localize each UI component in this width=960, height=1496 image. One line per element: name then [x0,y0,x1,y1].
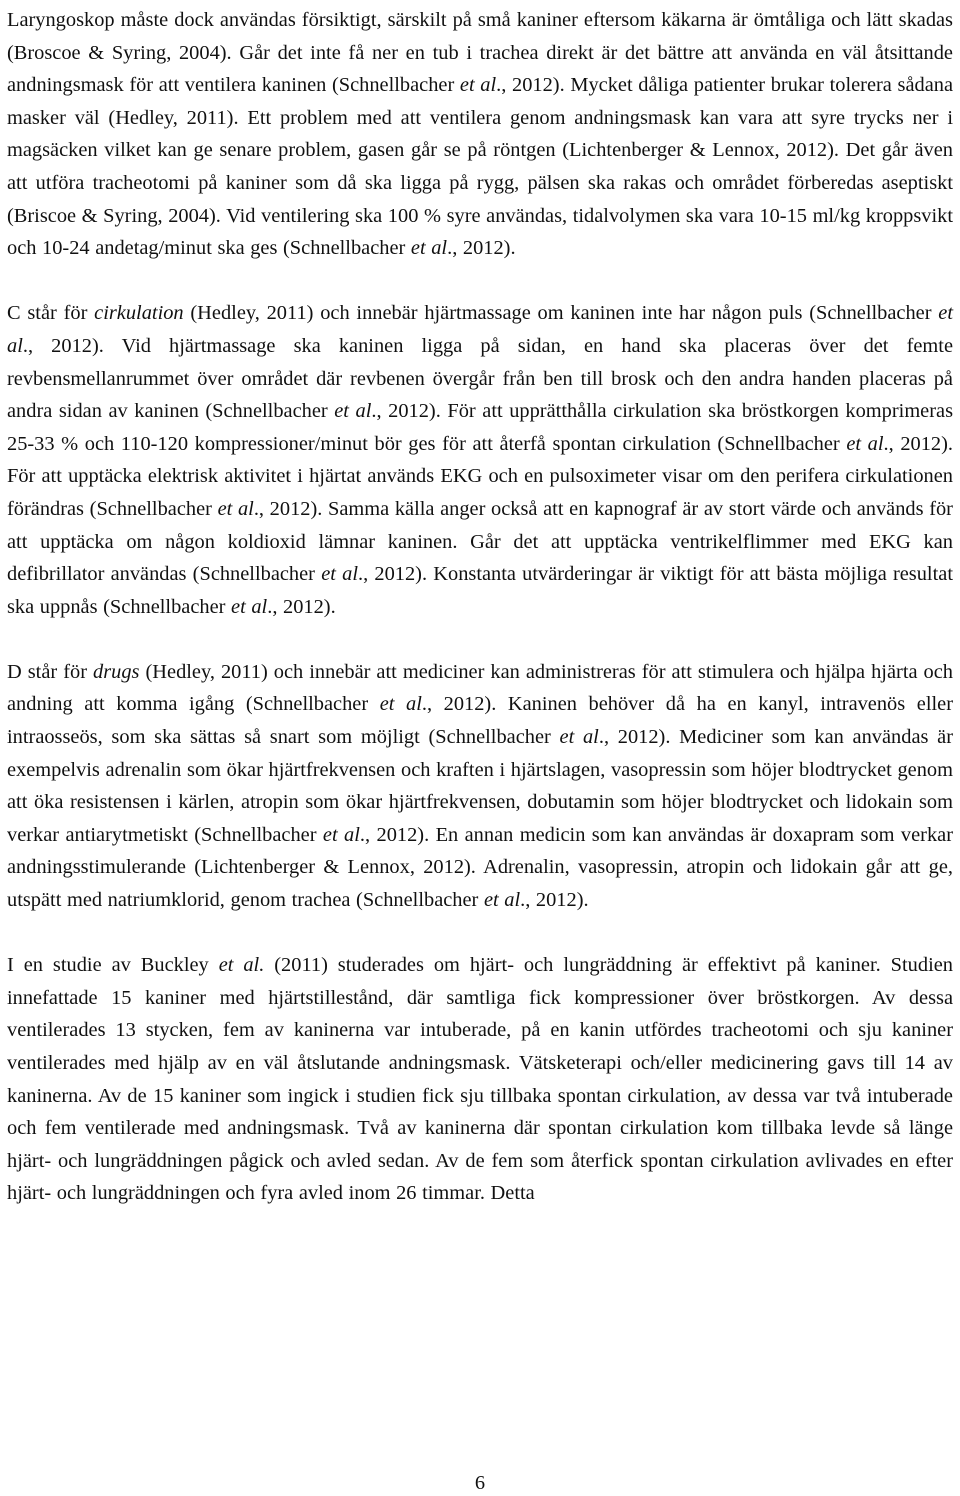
italic-run: et al [379,693,422,716]
text-run: ., 2012). Konstanta utvärderingar är viktigt för att bästa möjliga resultat ska uppnås (Schnellbacher [7,563,953,618]
italic-run: et al [559,726,599,749]
text-run: ., 2012). Mycket dåliga patienter brukar tolerera sådana masker väl (Hedley, 2011). Ett problem med att ventilera genom andningsmask kan vara att syre trycks ner i magsäcken vilket kan ge senare problem, gasen går se på röntgen (Lichtenberger & Lennox, 2012). Det går även att utföra tracheotomi på kaniner som då ska ligga på rygg, pälsen ska rakas och området förberedas aseptiskt (Briscoe & Syring, 2004). Vid ventilering ska 100 % syre användas, tidalvolymen ska vara 10-15 ml/kg kroppsvikt och 10-24 andetag/minut ska ges (Schnellbacher [7,74,953,260]
text-run: ., 2012). Vid hjärtmassage ska kaninen ligga på sidan, en hand ska placeras över det femte revbensmellanrummet över området där revbenen övergår från ben till brosk och den andra handen placeras på andra sidan av kaninen (Schnellbacher [7,334,953,423]
italic-run: et al [459,74,497,97]
text-run: ., 2012). Kaninen behöver då ha en kanyl, intravenös eller intraosseös, som ska sättas så snart som möjligt (Schnellbacher [7,693,953,749]
text-run: (Hedley, 2011) och innebär att mediciner kan administreras för att stimulera och hjälpa hjärta och andning att komma igång (Schnellbacher [7,660,953,716]
text-run: ., 2012). [267,595,336,618]
italic-run: et al. [218,954,265,977]
italic-run: drugs [93,660,140,683]
text-run: ., 2012). Samma källa anger också att en kapnograf är av stort värde och används för att upptäcka om någon koldioxid lämnar kaninen. Går det att upptäcka ventrikelflimmer med EKG kan defibrillator användas (Schnellbacher [7,497,953,586]
italic-run: et al [483,889,521,912]
italic-run: cirkulation [94,302,184,325]
text-run: ., 2012). [447,237,516,260]
italic-run: et al [410,237,448,260]
text-run: (2011) studerades om hjärt- och lungräddning är effektivt på kaniner. Studien innefattade 15 kaniner med hjärtstillestånd, där samtliga fick kompressioner över bröstkorgen. Av dessa ventilerades 13 stycken, fem av kaninerna var intuberade, på en kanin utfördes tracheotomi och sju kaniner ventilerades med hjälp av en väl åtslutande andningsmask. Vätsketerapi och/eller medicinering gavs till 14 av kaninerna. Av de 15 kaniner som ingick i studien fick sju tillbaka spontan cirkulation, av dessa var två intuberade och fem ventilerade med andningsmask. Två av kaninerna där spontan cirkulation kom tillbaka levde så länge hjärt- och lungräddningen pågick och avled sedan. Av de fem som återfick spontan cirkulation avlivades en efter hjärt- och lungräddningen och fyra avled inom 26 timmar. Detta [7,954,953,1205]
paragraph-study [7,949,953,1210]
italic-run: et al [217,497,254,520]
page-number: 6 [474,1472,486,1494]
paragraph-spacer [7,917,953,950]
text-run: Laryngoskop måste dock användas försiktigt, särskilt på små kaniner eftersom käkarna är ömtåliga och lätt skadas (Broscoe & Syring, 2004). Går det inte få ner en tub i trachea direkt är det bättre att använda en väl åtsittande andningsmask för att ventilera kaninen (Schnellbacher [7,9,953,97]
text-run: ., 2012). För att upprätthålla cirkulation ska bröstkorgen komprimeras 25-33 % och 110-120 kompressioner/minut bör ges för att återfå spontan cirkulation (Schnellbacher [7,400,954,455]
paragraph-spacer [7,623,953,656]
text-run: (Hedley, 2011) och innebär hjärtmassage om kaninen inte har någon puls (Schnellbacher [183,302,939,325]
text-run: ., 2012). För att upptäcka elektrisk aktivitet i hjärtat används EKG och en pulsoximeter visar om den perifera cirkulationen förändras (Schnellbacher [7,432,953,520]
text-run: D står för [7,660,94,683]
italic-run: et al [322,823,360,846]
paragraph-drugs [7,656,953,917]
paragraph-spacer [7,265,953,298]
italic-run: et al [321,563,358,586]
document-page [7,4,953,1210]
italic-run: et al [334,400,372,423]
italic-run: et al [231,595,268,618]
text-run: C står för [7,302,95,325]
italic-run: et al [7,302,953,357]
italic-run: et al [846,432,884,455]
text-run: ., 2012). Mediciner som kan användas är exempelvis adrenalin som ökar hjärtfrekvensen och kraften i hjärtslagen, vasopressin som höjer blodtrycket genom att öka resistensen i kärlen, atropin som ökar hjärtfrekvensen, dobutamin som höjer blodtrycket och lidokain som verkar antiarytmetiskt (Schnellbacher [7,726,953,846]
paragraph-circulation [7,297,953,623]
text-run: ., 2012). En annan medicin som kan användas är doxapram som verkar andningsstimulerande (Lichtenberger & Lennox, 2012). Adrenalin, vasopressin, atropin och lidokain går att ge, utspätt med natriumklorid, genom trachea (Schnellbacher [7,823,953,912]
text-run: ., 2012). [520,889,589,912]
paragraph-airway [7,4,953,265]
text-run: I en studie av Buckley [7,954,219,977]
